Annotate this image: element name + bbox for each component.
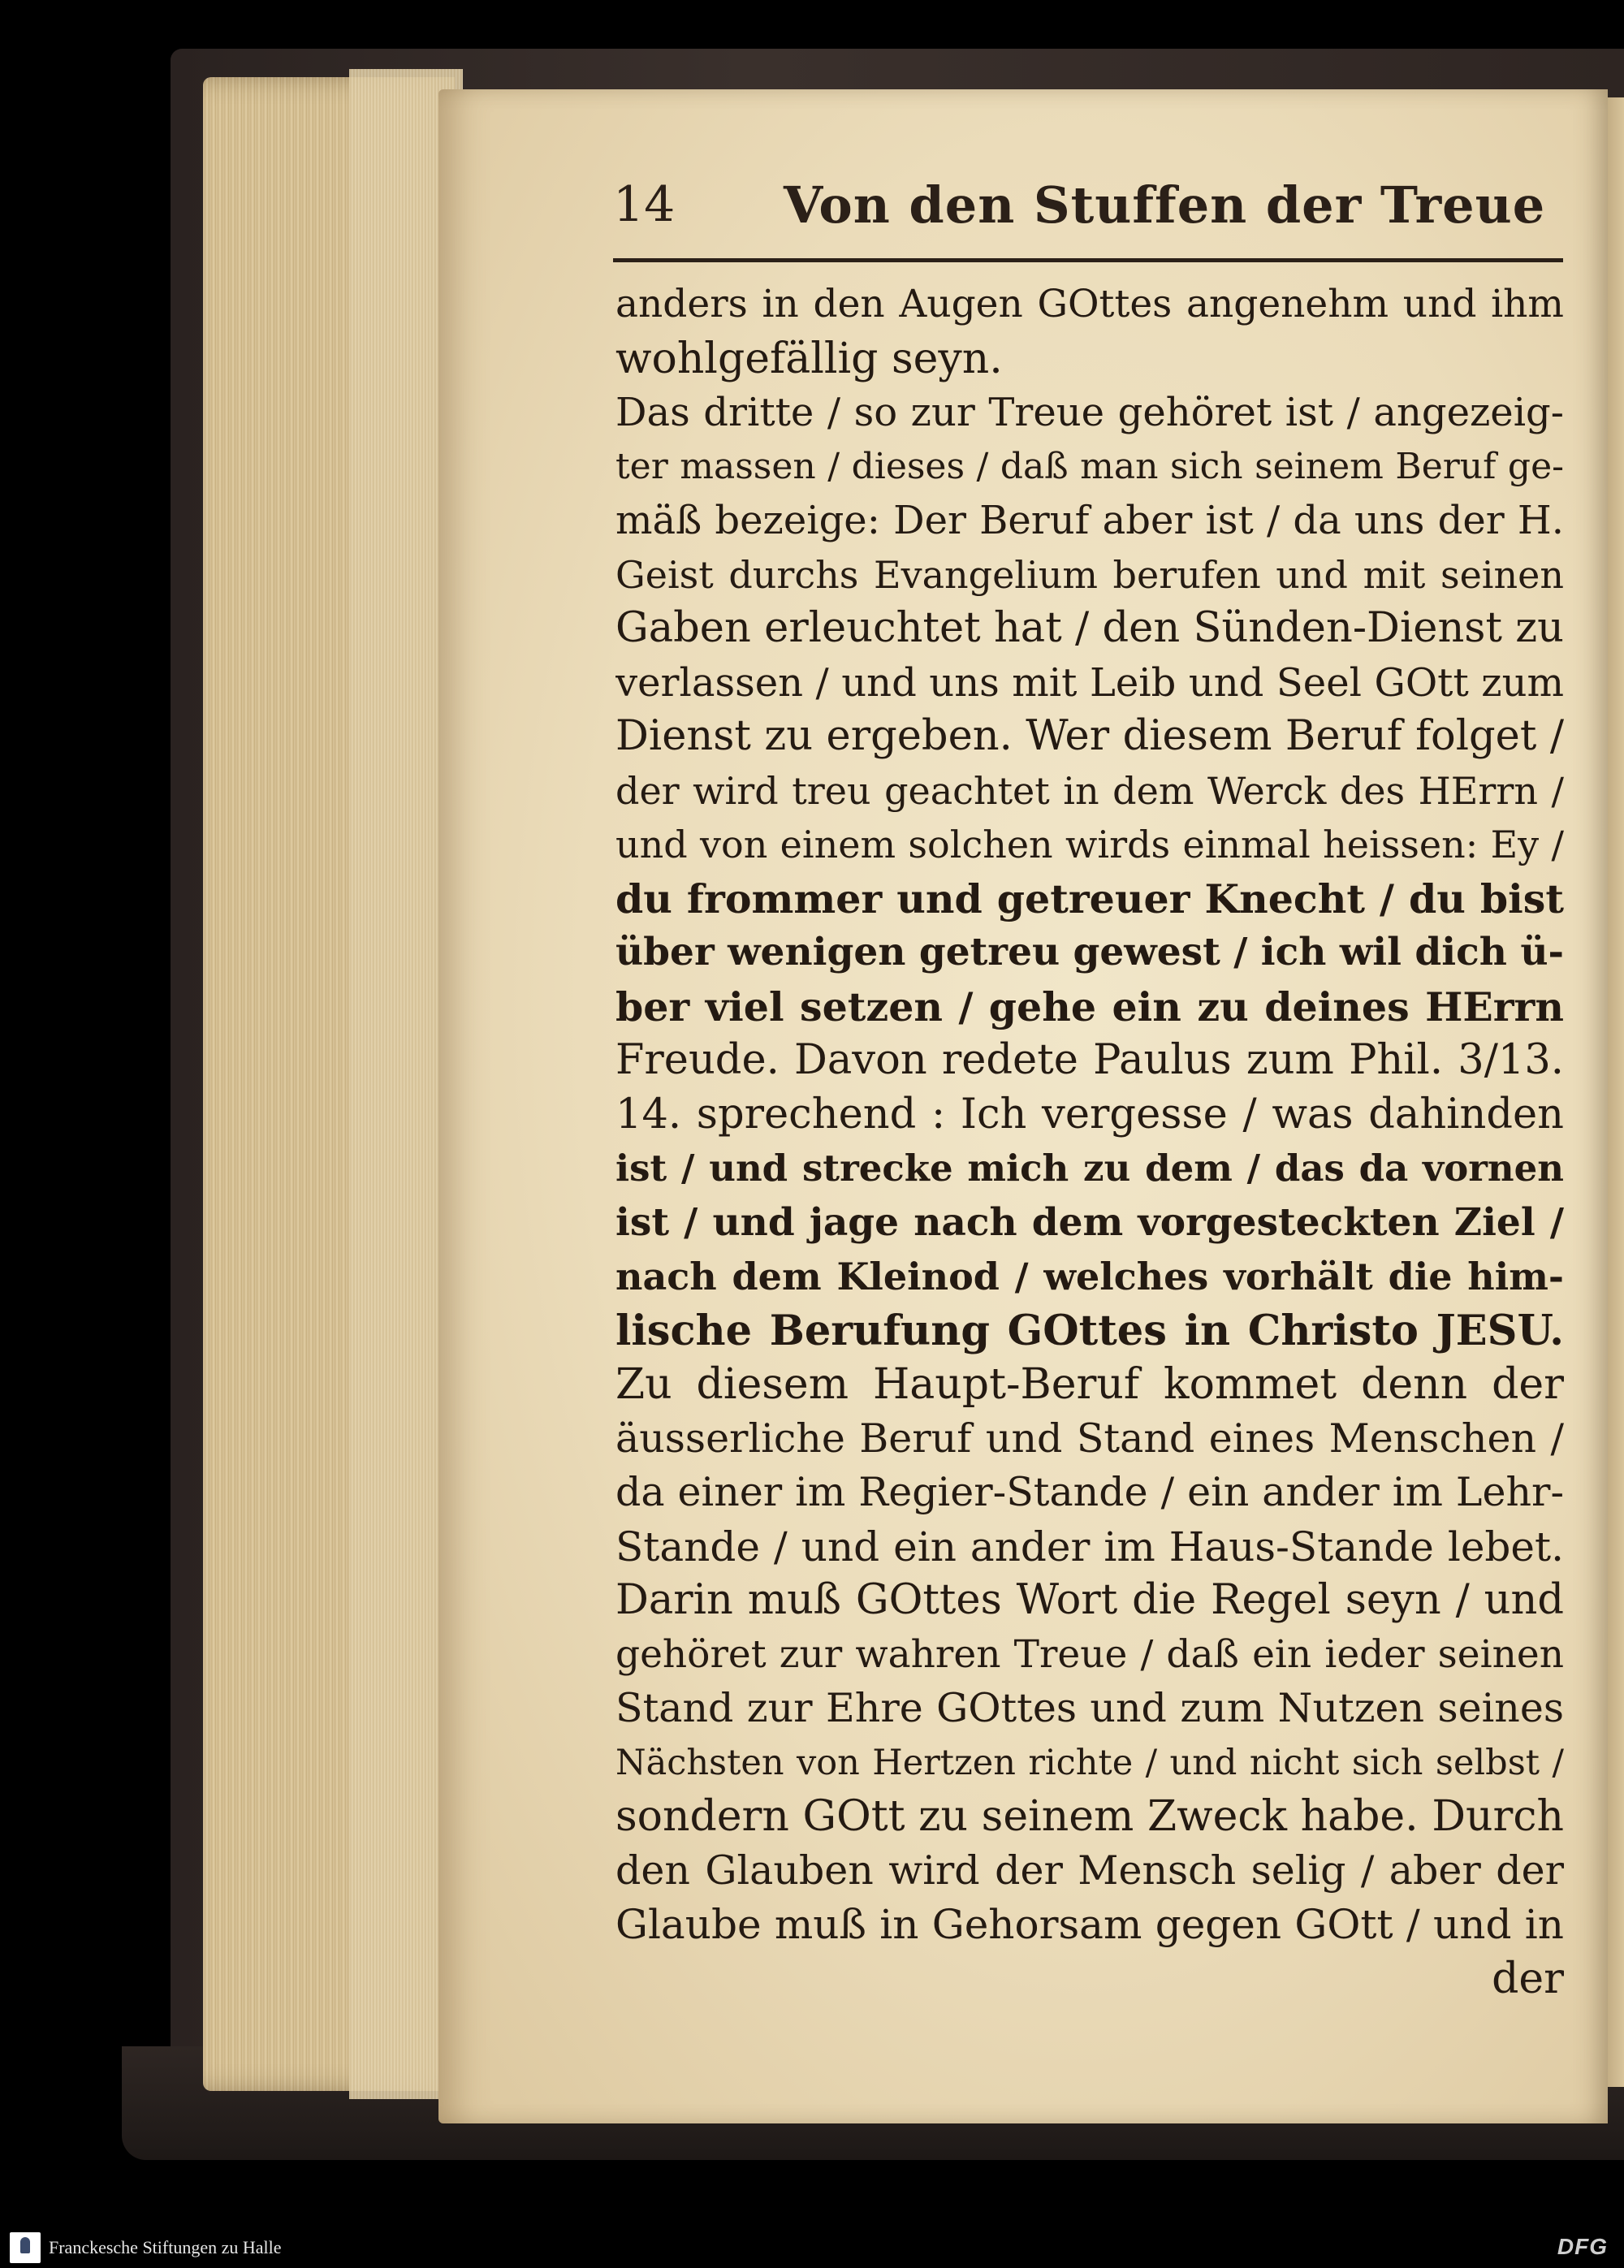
text-line: da einer im Regier-Stande / ein ander im Lehr- bbox=[615, 1469, 1564, 1515]
text-line: du frommer und getreuer Knecht / du bist bbox=[615, 875, 1564, 922]
text-line: den Glauben wird der Mensch selig / aber der bbox=[615, 1847, 1564, 1894]
text-line: ist / und strecke mich zu dem / das da vornen bbox=[615, 1147, 1564, 1190]
text-line: mäß bezeige: Der Beruf aber ist / da uns der H. bbox=[615, 498, 1564, 543]
page-number: 14 bbox=[613, 176, 676, 233]
header-rule bbox=[613, 258, 1563, 262]
text-line: wohlgefällig seyn. bbox=[615, 334, 1003, 383]
text-line: Dienst zu ergeben. Wer diesem Beruf folget / bbox=[615, 712, 1564, 760]
text-line: sondern GOtt zu seinem Zweck habe. Durch bbox=[615, 1792, 1564, 1841]
text-line: Geist durchs Evangelium berufen und mit seinen bbox=[615, 552, 1564, 597]
text-line: 14. sprechend : Ich vergesse / was dahinden bbox=[615, 1090, 1564, 1138]
institution-logo-icon bbox=[10, 2232, 41, 2263]
text-line: ber viel setzen / gehe ein zu deines HErrn bbox=[615, 983, 1564, 1030]
text-line: Stand zur Ehre GOttes und zum Nutzen seines bbox=[615, 1685, 1564, 1731]
text-line: Glaube muß in Gehorsam gegen GOtt / und in bbox=[615, 1901, 1564, 1948]
text-line: Gaben erleuchtet hat / den Sünden-Dienst zu bbox=[615, 604, 1564, 652]
dfg-logo: DFG bbox=[1557, 2234, 1608, 2259]
text-line: Das dritte / so zur Treue gehöret ist / angezeig- bbox=[615, 390, 1564, 435]
text-line: Darin muß GOttes Wort die Regel seyn / und bbox=[615, 1576, 1564, 1624]
text-line: und von einem solchen wirds einmal heissen: Ey / bbox=[615, 823, 1564, 866]
text-line: anders in den Augen GOttes angenehm und ihm bbox=[615, 282, 1564, 326]
footer-bar bbox=[0, 2227, 1624, 2268]
text-line: ter massen / dieses / daß man sich seinem Beruf ge- bbox=[615, 445, 1564, 487]
text-line: Stande / und ein ander im Haus-Stande lebet. bbox=[615, 1523, 1564, 1570]
running-head: Von den Stuffen der Treue bbox=[784, 175, 1546, 235]
text-line: Freude. Davon redete Paulus zum Phil. 3/13. bbox=[615, 1036, 1564, 1084]
text-line: Zu diesem Haupt-Beruf kommet denn der bbox=[615, 1360, 1564, 1409]
text-line: Nächsten von Hertzen richte / und nicht sich selbst / bbox=[615, 1742, 1564, 1783]
text-line: über wenigen getreu gewest / ich wil dich ü- bbox=[615, 930, 1564, 974]
text-line: verlassen / und uns mit Leib und Seel GOtt zum bbox=[615, 659, 1564, 706]
text-line: gehöret zur wahren Treue / daß ein ieder seinen bbox=[615, 1631, 1564, 1677]
text-line: lische Berufung GOttes in Christo JESU. bbox=[615, 1306, 1564, 1355]
institution-name: Franckesche Stiftungen zu Halle bbox=[49, 2237, 282, 2257]
text-line: der wird treu geachtet in dem Werck des HErrn / bbox=[615, 768, 1564, 813]
text-line: der bbox=[1492, 1954, 1564, 2003]
text-line: äusserliche Beruf und Stand eines Menschen / bbox=[615, 1415, 1564, 1462]
body-text bbox=[615, 278, 1564, 2006]
text-line: nach dem Kleinod / welches vorhält die him- bbox=[615, 1255, 1564, 1298]
text-line: ist / und jage nach dem vorgesteckten Ziel / bbox=[615, 1199, 1564, 1245]
